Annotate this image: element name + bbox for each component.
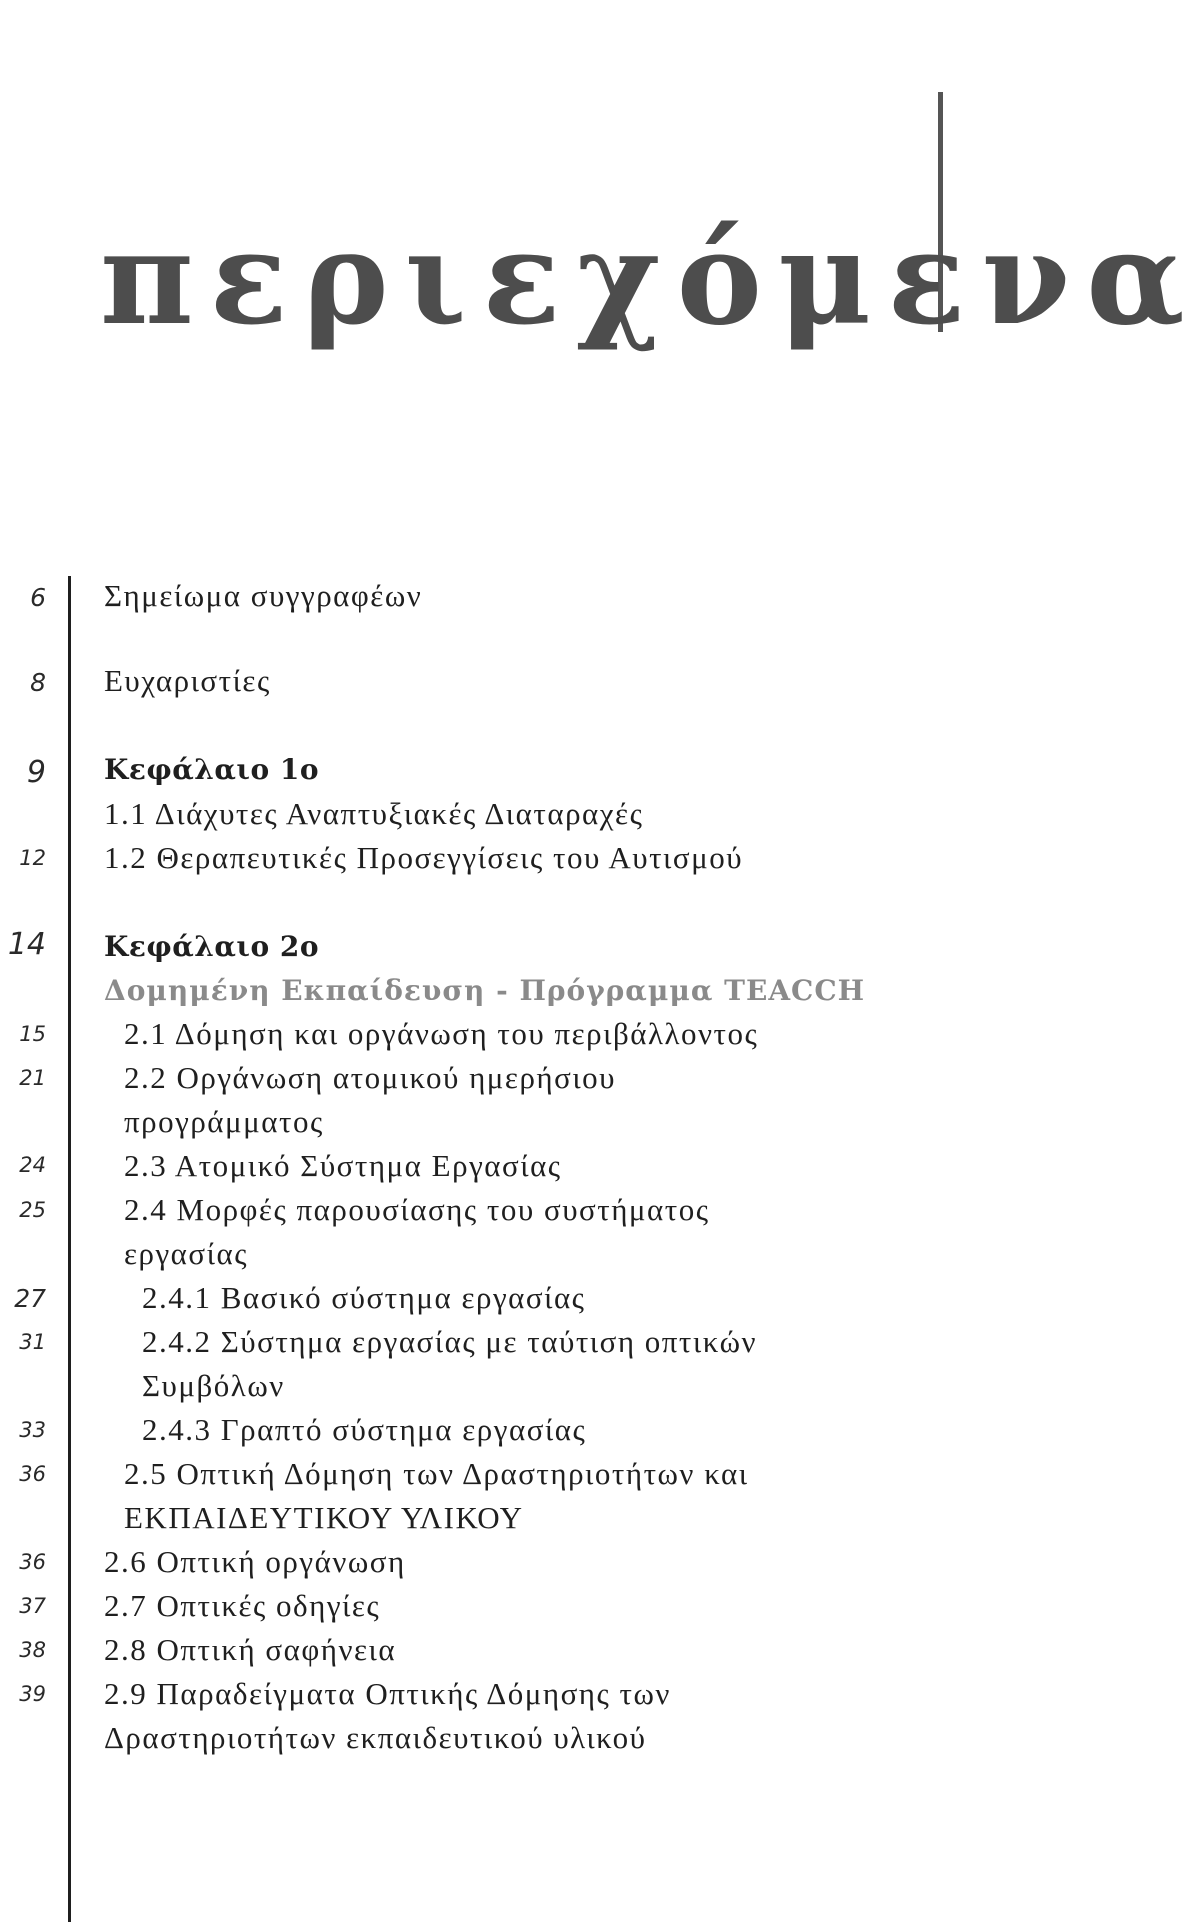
toc-page-number: 9 <box>26 755 46 790</box>
toc-page-number: 8 <box>30 668 46 697</box>
page-title: περιεχόμενα <box>100 204 1201 354</box>
toc-page-number: 31 <box>19 1330 46 1354</box>
toc-entry: 2.8 Οπτική σαφήνεια <box>104 1632 397 1667</box>
toc-page-number: 24 <box>19 1153 46 1177</box>
toc-entry: εργασίας <box>124 1236 248 1271</box>
toc-entry: ΕΚΠΑΙΔΕΥΤΙΚΟΥ ΥΛΙΚΟΥ <box>124 1500 524 1535</box>
toc-page-number: 38 <box>19 1638 46 1662</box>
toc-page-number: 6 <box>30 583 46 612</box>
toc-entry: 2.4 Μορφές παρουσίασης του συστήματος <box>124 1192 710 1227</box>
toc-entry: 2.1 Δόμηση και οργάνωση του περιβάλλοντος <box>124 1016 759 1051</box>
toc-entry: 1.1 Διάχυτες Αναπτυξιακές Διαταραχές <box>104 796 644 831</box>
toc-page-number: 27 <box>14 1284 46 1313</box>
toc-chapter-subtitle: Δομημένη Εκπαίδευση - Πρόγραμμα TEACCH <box>104 974 866 1007</box>
toc-page-number: 39 <box>19 1682 46 1706</box>
toc-entry: 2.3 Ατομικό Σύστημα Εργασίας <box>124 1148 562 1183</box>
toc-entry: 2.9 Παραδείγματα Οπτικής Δόμησης των <box>104 1676 671 1711</box>
toc-entry: Σημείωμα συγγραφέων <box>104 578 423 613</box>
toc-entry: 1.2 Θεραπευτικές Προσεγγίσεις του Αυτισμού <box>104 840 744 875</box>
toc-page-number: 15 <box>19 1022 46 1046</box>
toc-entry: προγράμματος <box>124 1104 324 1139</box>
toc-entry: Ευχαριστίες <box>104 663 271 698</box>
toc-entry: 2.5 Οπτική Δόμηση των Δραστηριοτήτων και <box>124 1456 749 1491</box>
toc-entry: Δραστηριοτήτων εκπαιδευτικού υλικού <box>104 1720 647 1755</box>
toc-page-number: 21 <box>19 1066 46 1090</box>
toc-entry: 2.7 Οπτικές οδηγίες <box>104 1588 381 1623</box>
toc-divider-line <box>68 576 71 1922</box>
toc-page-number: 36 <box>19 1462 46 1486</box>
toc-page-number: 25 <box>19 1198 46 1222</box>
toc-page-number: 37 <box>19 1594 46 1618</box>
toc-entry: 2.6 Οπτική οργάνωση <box>104 1544 406 1579</box>
toc-entry: 2.4.2 Σύστημα εργασίας με ταύτιση οπτικών <box>142 1324 758 1359</box>
toc-entry: 2.2 Οργάνωση ατομικού ημερήσιου <box>124 1060 617 1095</box>
toc-page-number: 12 <box>19 846 46 870</box>
toc-entry: 2.4.3 Γραπτό σύστημα εργασίας <box>142 1412 587 1447</box>
toc-entry: 2.4.1 Βασικό σύστημα εργασίας <box>142 1280 586 1315</box>
toc-chapter-heading: Κεφάλαιο 1ο <box>104 753 320 786</box>
toc-page-number: 36 <box>19 1550 46 1574</box>
toc-page-number: 33 <box>19 1418 46 1442</box>
toc-chapter-heading: Κεφάλαιο 2ο <box>104 930 320 963</box>
toc-page-number: 14 <box>7 927 46 962</box>
toc-entry: Συμβόλων <box>142 1368 285 1403</box>
